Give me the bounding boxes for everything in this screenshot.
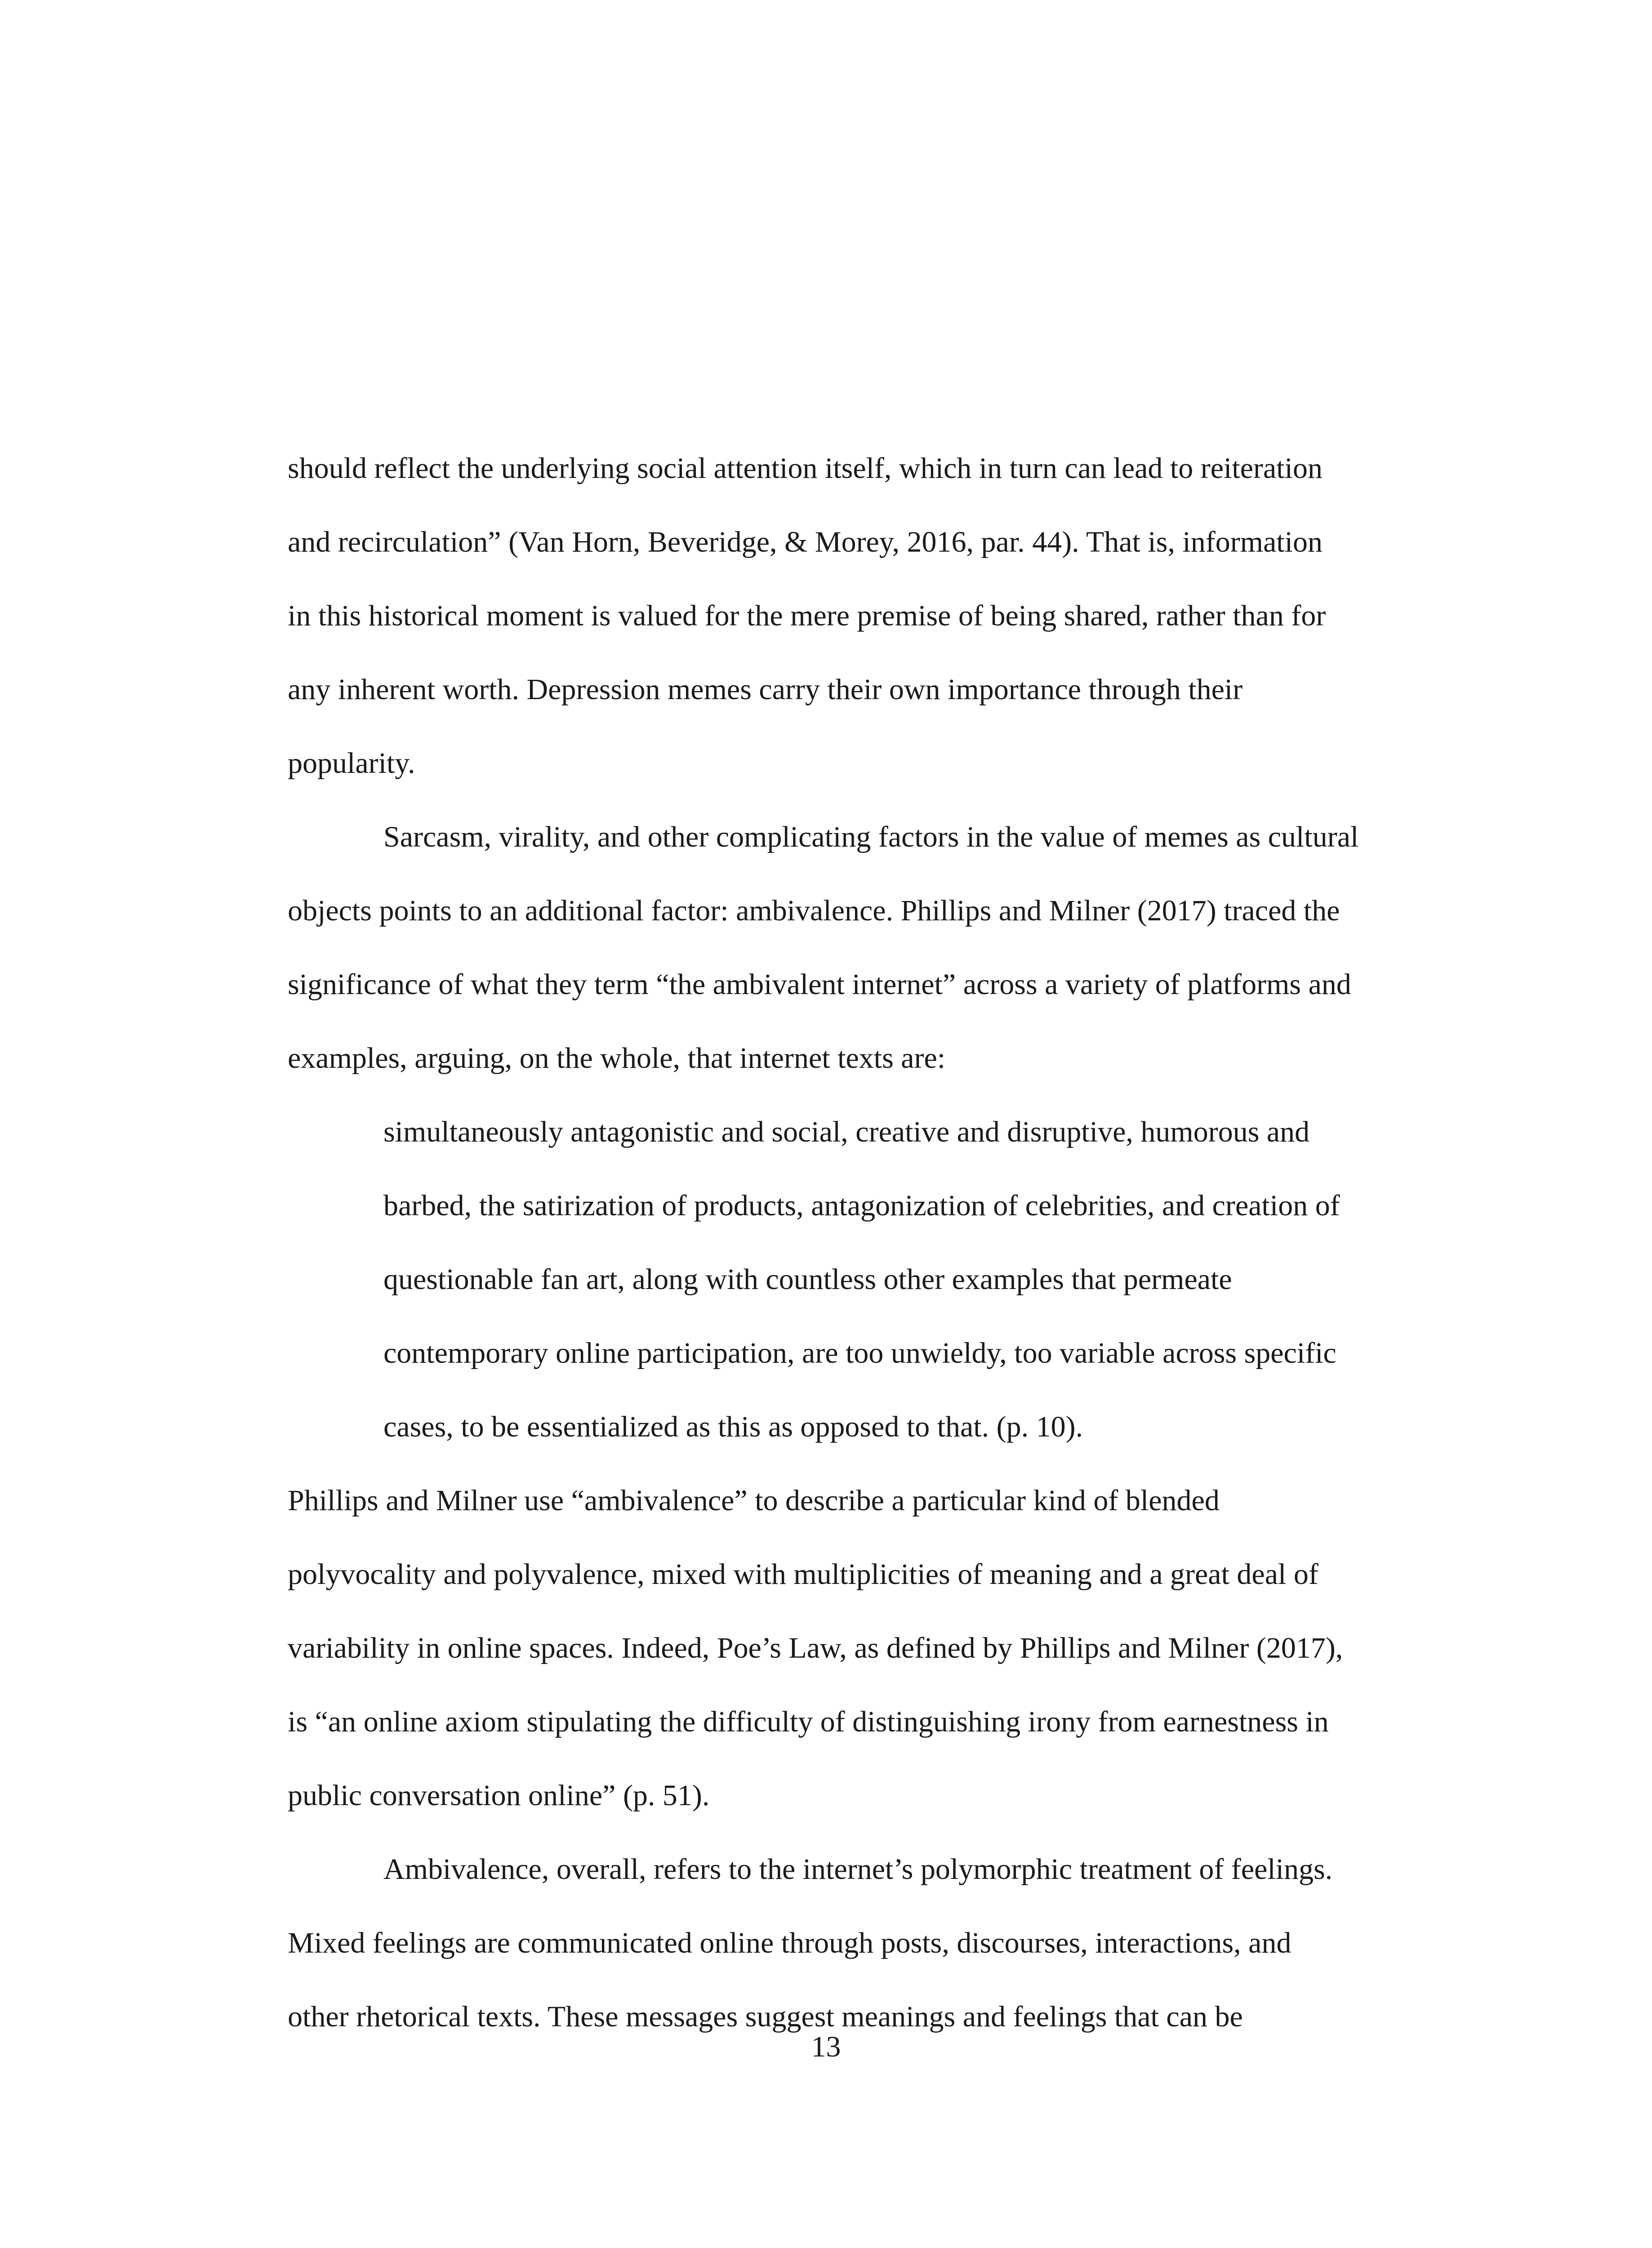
- block-quote-line: cases, to be essentialized as this as opposed to that. (p. 10).: [383, 1410, 1083, 1443]
- block-quote-line: contemporary online participation, are too unwieldy, too variable across specific: [383, 1337, 1336, 1369]
- block-quote-line: barbed, the satirization of products, antagonization of celebrities, and creation of: [383, 1189, 1340, 1222]
- text-line: polyvocality and polyvalence, mixed with multiplicities of meaning and a great deal of: [288, 1558, 1318, 1591]
- text-line: other rhetorical texts. These messages suggest meanings and feelings that can be: [288, 2000, 1243, 2033]
- text-line: in this historical moment is valued for the mere premise of being shared, rather than for: [288, 599, 1326, 632]
- block-quote-line: simultaneously antagonistic and social, creative and disruptive, humorous and: [383, 1115, 1310, 1148]
- text-line: examples, arguing, on the whole, that internet texts are:: [288, 1042, 946, 1075]
- text-line: popularity.: [288, 747, 415, 780]
- body-text: [288, 432, 1438, 2054]
- text-line: should reflect the underlying social attention itself, which in turn can lead to reiteration: [288, 452, 1322, 485]
- page-number: 13: [811, 2030, 841, 2063]
- paragraph-first-line: Sarcasm, virality, and other complicating factors in the value of memes as cultural: [383, 821, 1359, 853]
- paragraph-first-line: Ambivalence, overall, refers to the internet’s polymorphic treatment of feelings.: [383, 1853, 1333, 1886]
- text-line: objects points to an additional factor: ambivalence. Phillips and Milner (2017) traced the: [288, 894, 1340, 927]
- block-quote-line: questionable fan art, along with countless other examples that permeate: [383, 1263, 1232, 1296]
- text-line: Phillips and Milner use “ambivalence” to describe a particular kind of blended: [288, 1484, 1220, 1517]
- text-line: and recirculation” (Van Horn, Beveridge, & Morey, 2016, par. 44). That is, information: [288, 526, 1323, 558]
- text-line: Mixed feelings are communicated online through posts, discourses, interactions, and: [288, 1927, 1291, 1959]
- text-line: significance of what they term “the ambivalent internet” across a variety of platforms and: [288, 968, 1351, 1001]
- text-line: variability in online spaces. Indeed, Poe’s Law, as defined by Phillips and Milner (2017),: [288, 1632, 1343, 1664]
- text-line: public conversation online” (p. 51).: [288, 1779, 710, 1812]
- text-line: any inherent worth. Depression memes carry their own importance through their: [288, 673, 1243, 706]
- text-line: is “an online axiom stipulating the difficulty of distinguishing irony from earnestness in: [288, 1705, 1329, 1738]
